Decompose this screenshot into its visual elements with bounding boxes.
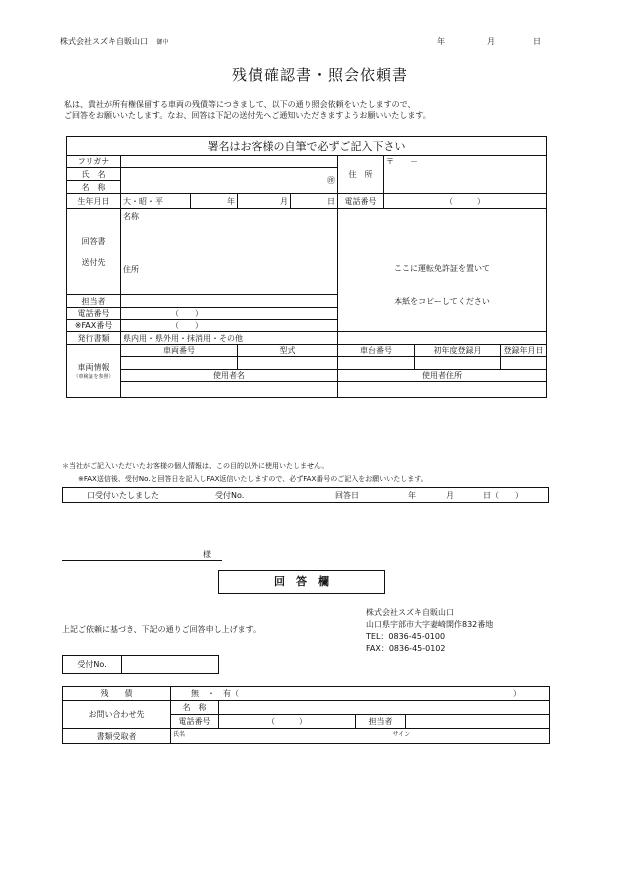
era-options[interactable]: 大・昭・平 <box>121 194 191 209</box>
answer-receipt-label: 受付No. <box>63 656 122 673</box>
privacy-note: ＊当社がご記入いただいたお客様の個人情報は、この目的以外に使用いたしません。 <box>62 462 329 470</box>
seal-mark: ㊞ <box>327 176 335 185</box>
answer-month: 月 <box>446 491 454 500</box>
inquiry-staff-label: 担当者 <box>356 715 406 729</box>
user-name-field[interactable] <box>121 382 338 398</box>
birth-year[interactable]: 年 <box>191 194 238 209</box>
birth-month[interactable]: 月 <box>238 194 291 209</box>
issue-docs-options[interactable]: 県内用・県外用・抹消用・その他 <box>121 332 338 345</box>
birth-day[interactable]: 日 <box>291 194 338 209</box>
reply-to-label: 回答書 送付先 <box>67 209 121 295</box>
receiver-field[interactable] <box>171 729 550 744</box>
answer-heading-box <box>218 570 385 594</box>
inquiry-tel-field[interactable]: （ ） <box>219 715 356 729</box>
request-form <box>66 136 547 398</box>
reply-to-field[interactable] <box>121 209 338 295</box>
date-month-label: 月 <box>487 37 495 46</box>
tel-field[interactable]: （ ） <box>121 308 338 320</box>
reply-address-label: 住所 <box>123 265 139 274</box>
answer-day: 日（ ） <box>483 491 523 500</box>
name-label-2: 名 称 <box>67 181 121 194</box>
issue-docs-label: 発行書類 <box>67 332 121 345</box>
registration-date-field[interactable] <box>501 357 547 370</box>
person-label: 担当者 <box>67 295 121 308</box>
balance-label: 残 債 <box>63 687 171 701</box>
postal-label: 〒 － <box>386 157 418 166</box>
vehicle-number-field[interactable] <box>121 357 238 370</box>
answer-heading: 回 答 欄 <box>274 575 329 588</box>
receipt-box <box>62 487 549 503</box>
date-day-label: 日 <box>533 37 541 46</box>
col-registration-date: 登録年月日 <box>501 345 547 357</box>
user-address-field[interactable] <box>338 382 547 398</box>
receipt-no-label: 受付No. <box>215 491 245 500</box>
receiver-name-label: 氏名 <box>173 731 186 738</box>
name-label-1: 氏 名 <box>67 168 121 181</box>
person-field[interactable] <box>121 295 338 308</box>
tel-label: 電話番号 <box>67 308 121 320</box>
first-registration-field[interactable] <box>415 357 501 370</box>
phone-field[interactable]: （ ） <box>384 194 547 209</box>
answer-date-label: 回答日 <box>335 491 359 500</box>
fax-label: ※FAX番号 <box>67 320 121 332</box>
reply-name-label: 名称 <box>123 212 139 221</box>
receiver-label: 書類受取者 <box>63 729 171 744</box>
addressee: 株式会社スズキ自販山口 御中 <box>60 37 169 46</box>
balance-field[interactable]: 無 ・ 有（ ） <box>171 687 550 701</box>
fax-note: ※FAX送信後、受付No.と回答日を記入しFAX返信いたしますので、必ずFAX番号のご記入をお願いいたします。 <box>78 475 428 483</box>
company-tel: TEL：0836-45-0100 <box>366 632 446 641</box>
model-field[interactable] <box>238 357 338 370</box>
inquiry-staff-field[interactable] <box>406 715 550 729</box>
col-model: 型式 <box>238 345 338 357</box>
address-field[interactable] <box>384 156 547 194</box>
birthdate-label: 生年月日 <box>67 194 121 209</box>
chassis-number-field[interactable] <box>338 357 415 370</box>
signature-banner: 署名はお客様の自筆で必ずご記入下さい <box>67 137 547 156</box>
inquiry-name-label: 名 称 <box>171 701 219 715</box>
user-address-header: 使用者住所 <box>338 370 547 382</box>
answer-year: 年 <box>408 491 416 500</box>
answer-receipt-box[interactable] <box>62 655 219 674</box>
vehicle-info-label: 車両情報 （車検証を参照） <box>67 345 121 398</box>
license-placement-area: ここに運転免許証を置いて 本紙をコピーしてください <box>338 209 547 332</box>
receipt-label: 口受付いたしました <box>87 491 159 500</box>
phone-label: 電話番号 <box>338 194 384 209</box>
inquiry-name-field[interactable] <box>219 701 550 715</box>
answer-table <box>62 686 550 744</box>
answer-statement: 上記ご依頼に基づき、下記の通りご回答申し上げます。 <box>62 625 262 634</box>
address-label: 住 所 <box>338 156 384 194</box>
sama-label: 様 <box>203 550 211 559</box>
intro-line-1: 私は、貴社が所有権保留する車両の残債等につきまして、以下の通り照会依頼をいたしますので、 <box>64 100 416 109</box>
date-year-label: 年 <box>437 37 445 46</box>
customer-name-line <box>62 560 222 561</box>
inquiry-tel-label: 電話番号 <box>171 715 219 729</box>
name-field[interactable] <box>121 168 338 194</box>
company-name: 株式会社スズキ自販山口 <box>366 608 454 617</box>
col-chassis-number: 車台番号 <box>338 345 415 357</box>
furigana-label: フリガナ <box>67 156 121 168</box>
inquiry-label: お問い合わせ先 <box>63 701 171 729</box>
furigana-field[interactable] <box>121 156 338 168</box>
company-fax: FAX：0836-45-0102 <box>366 644 446 653</box>
receiver-sign-label: サイン <box>392 731 411 738</box>
col-first-registration: 初年度登録月 <box>415 345 501 357</box>
fax-field[interactable]: （ ） <box>121 320 338 332</box>
intro-line-2: ご回答をお願いいたします。なお、回答は下記の送付先へご通知いただきますようお願いいたします。 <box>64 111 431 120</box>
col-vehicle-number: 車両番号 <box>121 345 238 357</box>
document-title: 残債確認書・照会依頼書 <box>232 66 409 84</box>
user-name-header: 使用者名 <box>121 370 338 382</box>
company-address: 山口県宇部市大字妻崎開作832番地 <box>366 620 494 629</box>
